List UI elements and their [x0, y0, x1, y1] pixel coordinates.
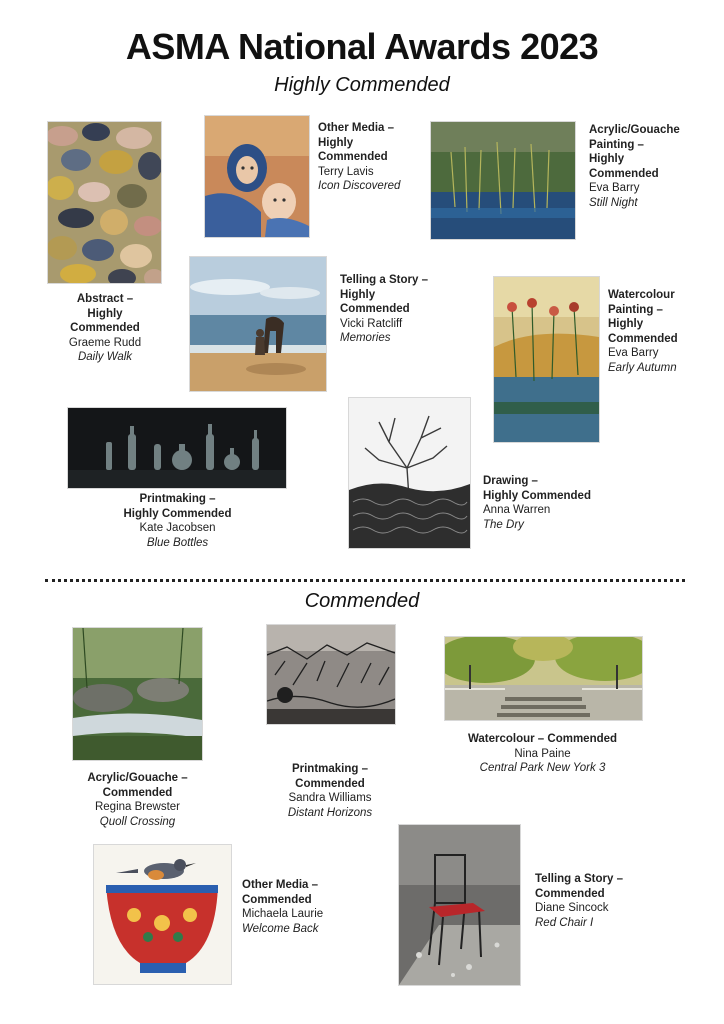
caption-other-media-c: [242, 878, 367, 936]
caption-watercolour-c: [440, 732, 645, 776]
caption-artist: Diane Sincock: [535, 902, 609, 915]
caption-category: Telling a Story – Commended: [535, 873, 623, 900]
caption-printmaking-c: [265, 762, 395, 820]
caption-acrylic-gouache-hc: [589, 123, 699, 211]
caption-category: Acrylic/Gouache Painting – Highly Commended: [589, 124, 680, 180]
caption-title: Welcome Back: [242, 922, 319, 935]
caption-printmaking-hc: [100, 492, 255, 550]
caption-title: The Dry: [483, 518, 524, 531]
caption-watercolour-hc: [608, 288, 713, 376]
caption-abstract: [40, 292, 170, 365]
caption-artist: Anna Warren: [483, 504, 551, 517]
caption-artist: Regina Brewster: [94, 801, 180, 814]
caption-other-media-hc: [318, 121, 428, 194]
caption-category: Drawing – Highly Commended: [483, 475, 591, 502]
caption-title: Daily Walk: [77, 351, 133, 364]
caption-category: Telling a Story – Highly Commended: [340, 274, 428, 316]
section-heading-commended: Commended: [304, 590, 420, 612]
caption-artist: Eva Barry: [608, 347, 659, 360]
artwork-central-park-new-york-3: [444, 636, 643, 721]
caption-artist: Terry Lavis: [318, 165, 374, 178]
caption-title: Still Night: [589, 196, 638, 209]
caption-title: Red Chair I: [535, 916, 594, 929]
caption-drawing-hc: [483, 474, 613, 532]
caption-category: Other Media – Highly Commended: [318, 122, 395, 164]
caption-artist: Vicki Ratcliff: [340, 317, 403, 330]
caption-category: Acrylic/Gouache – Commended: [87, 772, 188, 799]
caption-title: Memories: [340, 332, 391, 345]
artwork-red-chair-i: [398, 824, 521, 986]
artwork-the-dry: [348, 397, 471, 549]
artwork-distant-horizons: [266, 624, 396, 725]
caption-category: Printmaking – Commended: [291, 763, 369, 790]
caption-category: Watercolour Painting – Highly Commended: [608, 289, 678, 345]
artwork-memories: [189, 256, 327, 392]
caption-category: Abstract – Highly Commended: [70, 293, 140, 335]
artwork-still-night: [430, 121, 576, 240]
caption-title: Quoll Crossing: [99, 815, 176, 828]
caption-title: Early Autumn: [608, 361, 677, 374]
page-title: ASMA National Awards 2023: [125, 26, 599, 67]
caption-category: Watercolour – Commended: [467, 733, 618, 745]
caption-artist: Graeme Rudd: [68, 336, 142, 349]
caption-title: Distant Horizons: [287, 806, 373, 819]
caption-artist: Michaela Laurie: [242, 908, 324, 921]
caption-title: Icon Discovered: [318, 180, 401, 193]
artwork-welcome-back: [93, 844, 232, 985]
caption-category: Printmaking – Highly Commended: [123, 493, 232, 520]
caption-telling-story-hc: [340, 273, 455, 346]
section-heading-highly-commended: Highly Commended: [274, 74, 450, 96]
artwork-icon-discovered: [204, 115, 310, 238]
caption-artist: Sandra Williams: [288, 792, 372, 805]
section-divider: [45, 579, 685, 582]
caption-acrylic-gouache-c: [70, 771, 205, 829]
artwork-early-autumn: [493, 276, 600, 443]
artwork-quoll-crossing: [72, 627, 203, 761]
caption-title: Central Park New York 3: [479, 762, 606, 775]
caption-category: Other Media – Commended: [242, 879, 319, 906]
caption-artist: Nina Paine: [514, 747, 571, 760]
caption-title: Blue Bottles: [146, 536, 209, 549]
artwork-blue-bottles: [67, 407, 287, 489]
caption-telling-story-c: [535, 872, 665, 930]
caption-artist: Eva Barry: [589, 182, 640, 195]
artwork-daily-walk: [47, 121, 162, 284]
caption-artist: Kate Jacobsen: [139, 522, 216, 535]
